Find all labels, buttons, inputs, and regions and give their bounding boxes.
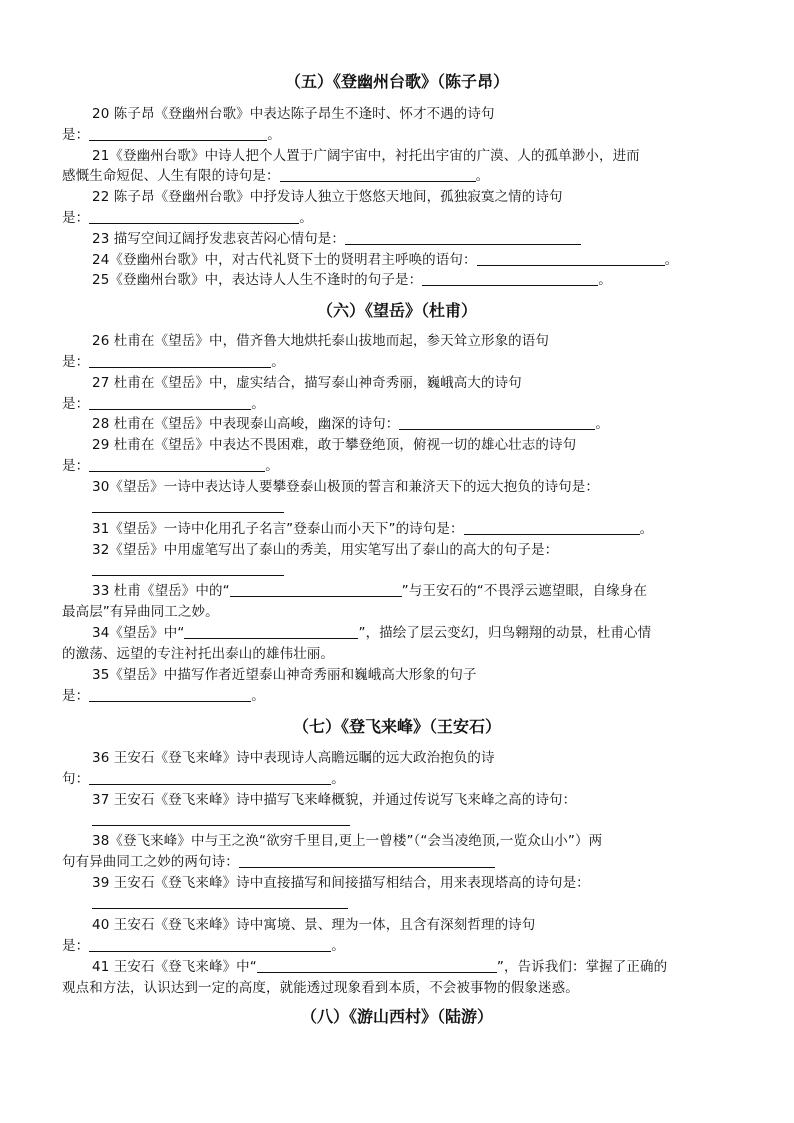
- question-25: 25《登幽州台歌》中，表达诗人人生不逢时的句子是： 。: [92, 272, 612, 288]
- answer-40: 是： 。: [62, 938, 345, 954]
- question-35: 35《望岳》中描写作者近望泰山神奇秀丽和巍峨高大形象的句子: [92, 667, 477, 683]
- question-23: 23 描写空间辽阔抒发悲哀苦闷心情句是：: [62, 229, 764, 249]
- answer-blank[interactable]: [89, 395, 251, 410]
- answer-blank[interactable]: [89, 209, 299, 224]
- question-36: 36 王安石《登飞来峰》诗中表现诗人高瞻远瞩的远大政治抱负的诗: [92, 750, 495, 766]
- answer-blank[interactable]: [184, 624, 358, 639]
- section-heading: （五）《登幽州台歌》（陈子昂）: [284, 72, 509, 91]
- section-heading: （八）《游山西村》（陆游）: [300, 1007, 493, 1026]
- answer-21: 感慨生命短促、人生有限的诗句是： 。: [62, 168, 490, 184]
- answer-22: 是： 。: [62, 210, 313, 226]
- answer-26: 是： 。: [62, 354, 285, 370]
- answer-blank[interactable]: [89, 937, 331, 952]
- question-33: 33 杜甫《望岳》中的“ ”与王安石的“不畏浮云遮望眼，自缘身在: [92, 583, 648, 599]
- answer-blank[interactable]: [92, 575, 284, 576]
- question-28: 28 杜甫在《望岳》中表现泰山高峻，幽深的诗句： 。: [92, 416, 609, 432]
- answer-blank[interactable]: [257, 958, 497, 973]
- question-37: 37 王安石《登飞来峰》诗中描写飞来峰概貌，并通过传说写飞来峰之高的诗句：: [92, 792, 577, 808]
- question-21: 21《登幽州台歌》中诗人把个人置于广阔宇宙中，衬托出宇宙的广漠、人的孤单渺小，进而: [92, 148, 640, 164]
- question-38: 38《登飞来峰》中与王之涣“欲穷千里目,更上一曾楼”（“会当凌绝顶,一览众山小”）两: [92, 833, 603, 849]
- question-33-cont: 最高层”有异曲同工之妙。: [62, 604, 219, 620]
- answer-27: 是： 。: [62, 396, 265, 412]
- question-31: 31《望岳》一诗中化用孔子名言”登泰山而小天下”的诗句是： 。: [92, 521, 654, 537]
- question-32: 32《望岳》中用虚笔写出了泰山的秀美，用实笔写出了泰山的高大的句子是：: [92, 542, 559, 558]
- question-22: 22 陈子昂《登幽州台歌》中抒发诗人独立于悠悠天地间，孤独寂寞之情的诗句: [92, 189, 563, 205]
- question-24: 24《登幽州台歌》中，对古代礼贤下士的贤明君主呼唤的语句： 。: [92, 252, 679, 268]
- answer-blank[interactable]: [239, 853, 495, 868]
- answer-blank[interactable]: [92, 908, 348, 909]
- answer-blank[interactable]: [464, 520, 640, 535]
- answer-20: 是： 。: [62, 127, 281, 143]
- answer-blank[interactable]: [422, 271, 598, 286]
- answer-29: 是： 。: [62, 458, 279, 474]
- answer-blank[interactable]: [92, 512, 284, 513]
- question-38-cont: 句有异曲同工之妙的两句诗：: [62, 852, 734, 872]
- answer-blank[interactable]: [89, 353, 271, 368]
- question-41-cont: 观点和方法，认识达到一定的高度，就能透过现象看到本质，不会被事物的假象迷惑。: [62, 980, 579, 996]
- answer-blank[interactable]: [89, 126, 267, 141]
- section-heading: （六）《望岳》（杜甫）: [316, 301, 477, 320]
- answer-blank[interactable]: [89, 687, 251, 702]
- question-40: 40 王安石《登飞来峰》诗中寓境、景、理为一体，且含有深刻哲理的诗句: [92, 917, 536, 933]
- question-34: 34《望岳》中“ ”，描绘了层云变幻，归鸟翱翔的动景，杜甫心情: [92, 625, 652, 641]
- answer-blank[interactable]: [399, 415, 595, 430]
- question-39: 39 王安石《登飞来峰》诗中直接描写和间接描写相结合，用来表现塔高的诗句是：: [92, 875, 590, 891]
- section-heading: （七）《登飞来峰》（王安石）: [292, 717, 501, 736]
- question-26: 26 杜甫在《望岳》中，借齐鲁大地烘托泰山拔地而起，参天耸立形象的语句: [92, 333, 549, 349]
- answer-blank[interactable]: [92, 825, 350, 826]
- answer-36: 句： 。: [62, 771, 345, 787]
- answer-blank[interactable]: [477, 251, 665, 266]
- question-29: 29 杜甫在《望岳》中表达不畏困难，敢于攀登绝顶，俯视一切的雄心壮志的诗句: [92, 437, 577, 453]
- question-20: 20 陈子昂《登幽州台歌》中表达陈子昂生不逢时、怀才不遇的诗句: [92, 106, 495, 122]
- answer-35: 是： 。: [62, 688, 265, 704]
- answer-blank[interactable]: [89, 770, 331, 785]
- question-41: 41 王安石《登飞来峰》中“ ”，告诉我们：掌握了正确的: [92, 959, 668, 975]
- answer-blank[interactable]: [345, 230, 581, 245]
- answer-blank[interactable]: [230, 582, 402, 597]
- answer-blank[interactable]: [89, 457, 265, 472]
- answer-blank[interactable]: [280, 167, 476, 182]
- question-27: 27 杜甫在《望岳》中，虚实结合，描写泰山神奇秀丽，巍峨高大的诗句: [92, 375, 522, 391]
- question-34-cont: 的激荡、远望的专注衬托出泰山的雄伟壮丽。: [62, 646, 334, 662]
- question-30: 30《望岳》一诗中表达诗人要攀登泰山极顶的誓言和兼济天下的远大抱负的诗句是：: [92, 479, 599, 495]
